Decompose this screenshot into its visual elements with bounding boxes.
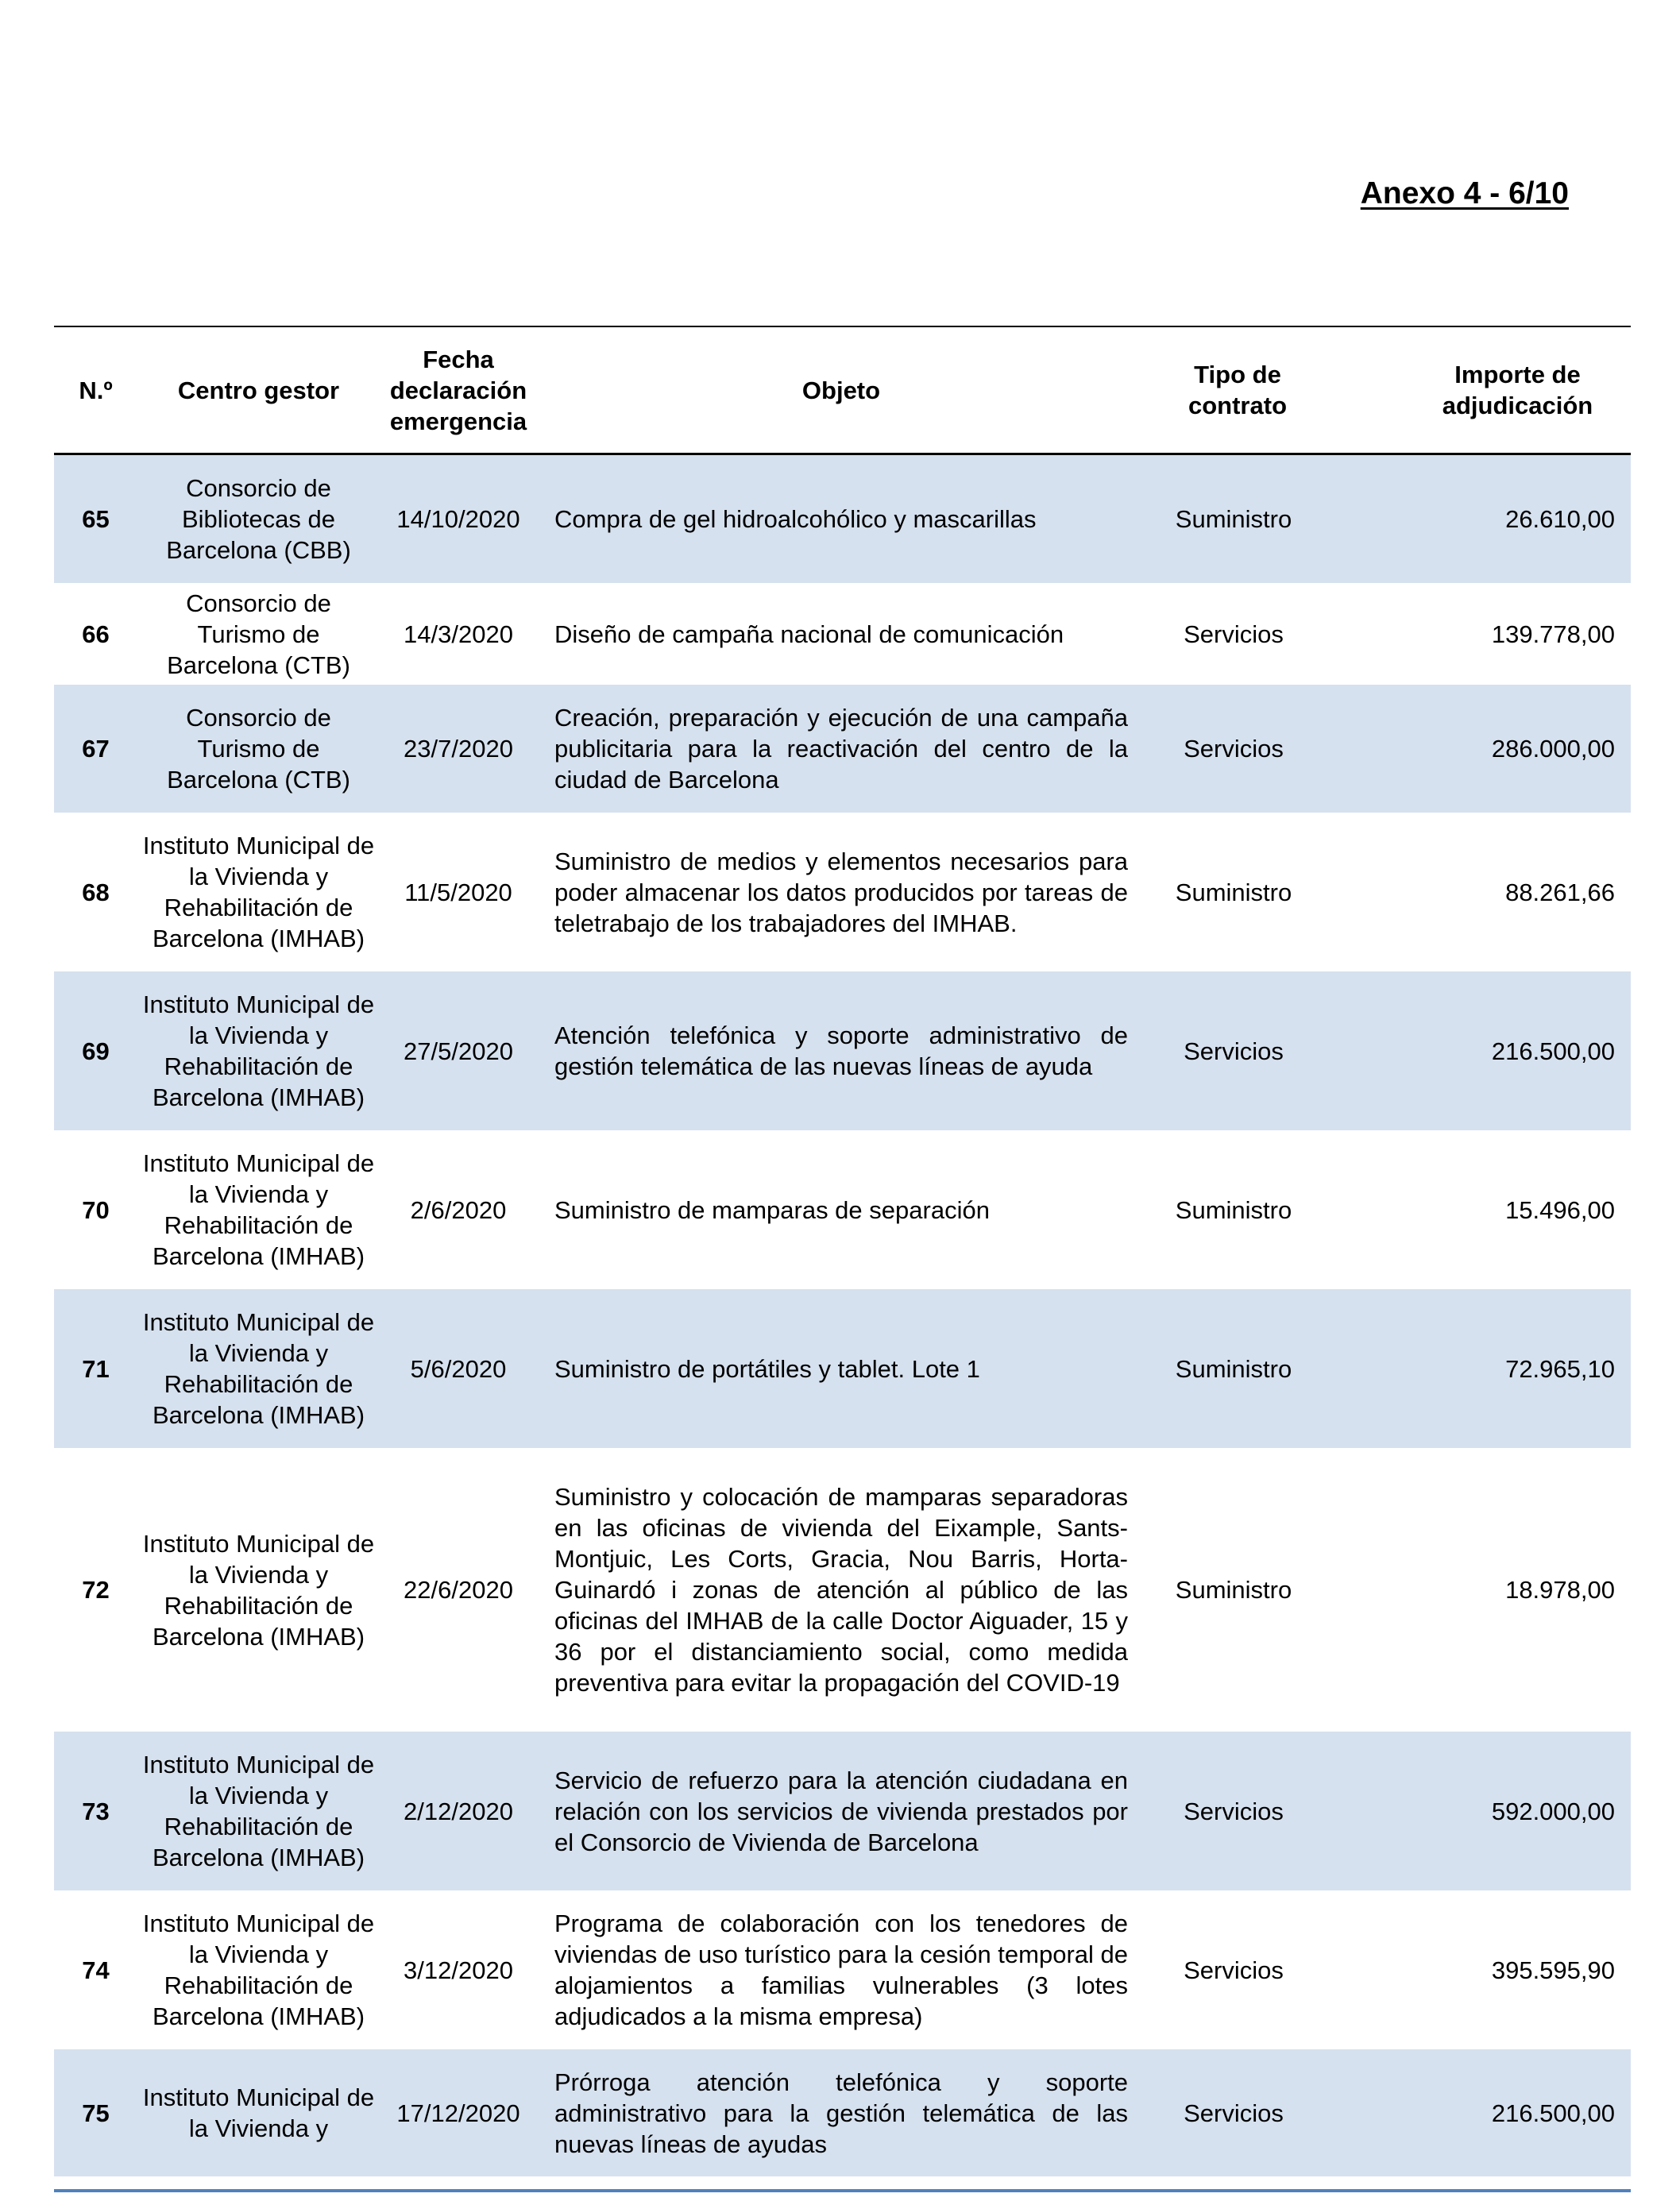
table-bottom-rule <box>54 2189 1631 2192</box>
table-row <box>54 685 1631 813</box>
cell-importe: 18.978,00 <box>1505 1576 1615 1604</box>
cell-fecha: 17/12/2020 <box>396 2099 520 2127</box>
header-num: N.º <box>79 376 113 404</box>
cell-objeto: Suministro de mamparas de separación <box>554 1195 990 1224</box>
cell-objeto: Programa de colaboración con los tenedores de viviendas de uso turístico para la cesión temporal de alojamientos a familias vulnerables (3 lotes adjudicados a la misma empresa) <box>554 1910 1129 2030</box>
cell-num: 67 <box>82 735 110 763</box>
cell-fecha: 14/10/2020 <box>396 505 520 533</box>
cell-centro: Instituto Municipal de la Vivienda y <box>142 2083 375 2142</box>
header-importe: Importe de adjudicación <box>1442 361 1593 419</box>
cell-objeto: Atención telefónica y soporte administrativo de gestión telemática de las nuevas líneas de ayuda <box>554 1021 1128 1080</box>
cell-objeto: Suministro y colocación de mamparas separadoras en las oficinas de vivienda del Eixample, Sants-Montjuic, Les Corts, Gracia, Nou Barris, Horta-Guinardó i zonas de atención al público de las oficinas del IMHAB de la calle Doctor Aiguader, 15 y 36 por el distanciamiento social, como medida preventiva para evitar la propagación del COVID-19 <box>554 1483 1128 1697</box>
table-row <box>54 1890 1631 2049</box>
cell-tipo: Suministro <box>1175 505 1292 533</box>
cell-objeto: Compra de gel hidroalcohólico y mascarillas <box>554 505 1037 533</box>
cell-tipo: Servicios <box>1184 735 1284 763</box>
cell-tipo: Suministro <box>1175 878 1292 906</box>
cell-centro: Instituto Municipal de la Vivienda y Rehabilitación de Barcelona (IMHAB) <box>142 832 375 952</box>
cell-centro: Consorcio de Bibliotecas de Barcelona (CBB) <box>166 474 351 564</box>
cell-tipo: Suministro <box>1175 1576 1292 1604</box>
cell-importe: 15.496,00 <box>1505 1195 1615 1224</box>
cell-centro: Instituto Municipal de la Vivienda y Rehabilitación de Barcelona (IMHAB) <box>142 1529 375 1651</box>
cell-centro: Instituto Municipal de la Vivienda y Rehabilitación de Barcelona (IMHAB) <box>142 1308 375 1429</box>
cell-centro: Instituto Municipal de la Vivienda y Rehabilitación de Barcelona (IMHAB) <box>142 1910 375 2030</box>
cell-importe: 286.000,00 <box>1491 735 1615 763</box>
annex-title: Anexo 4 - 6/10 <box>1360 176 1569 210</box>
cell-tipo: Servicios <box>1184 2099 1284 2127</box>
cell-objeto: Prórroga atención telefónica y soporte administrativo para la gestión telemática de las nuevas líneas de ayudas <box>554 2068 1128 2158</box>
cell-fecha: 3/12/2020 <box>404 1956 513 1984</box>
cell-num: 68 <box>82 878 110 906</box>
cell-objeto: Servicio de refuerzo para la atención ciudadana en relación con los servicios de vivienda prestados por el Consorcio de Vivienda de Barcelona <box>554 1766 1128 1856</box>
table-row <box>54 1289 1631 1448</box>
cell-num: 66 <box>82 620 110 648</box>
cell-importe: 592.000,00 <box>1491 1797 1615 1825</box>
cell-importe: 139.778,00 <box>1491 620 1615 648</box>
table-row <box>54 455 1631 583</box>
cell-fecha: 2/12/2020 <box>404 1797 513 1825</box>
cell-importe: 216.500,00 <box>1491 1037 1615 1065</box>
cell-num: 71 <box>82 1354 110 1383</box>
cell-fecha: 22/6/2020 <box>404 1576 513 1604</box>
table-row <box>54 583 1631 685</box>
cell-importe: 216.500,00 <box>1491 2099 1615 2127</box>
header-objeto: Objeto <box>801 376 881 404</box>
cell-centro: Instituto Municipal de la Vivienda y Rehabilitación de Barcelona (IMHAB) <box>142 1751 375 1871</box>
cell-tipo: Suministro <box>1175 1354 1292 1383</box>
cell-importe: 395.595,90 <box>1491 1956 1615 1984</box>
cell-num: 74 <box>82 1956 110 1984</box>
cell-fecha: 27/5/2020 <box>404 1037 513 1065</box>
cell-tipo: Servicios <box>1184 1956 1284 1984</box>
cell-num: 70 <box>82 1195 110 1224</box>
cell-objeto: Creación, preparación y ejecución de una campaña publicitaria para la reactivación del centro de la ciudad de Barcelona <box>554 704 1128 794</box>
cell-num: 65 <box>82 505 110 533</box>
cell-centro: Consorcio de Turismo de Barcelona (CTB) <box>167 704 350 794</box>
cell-fecha: 11/5/2020 <box>404 878 512 906</box>
cell-objeto: Diseño de campaña nacional de comunicación <box>554 620 1064 648</box>
cell-objeto: Suministro de medios y elementos necesarios para poder almacenar los datos producidos por tareas de teletrabajo de los trabajadores del IMHAB. <box>554 847 1128 937</box>
cell-centro: Instituto Municipal de la Vivienda y Rehabilitación de Barcelona (IMHAB) <box>142 991 375 1111</box>
header-fecha: Fecha declaración emergencia <box>389 345 527 435</box>
cell-importe: 26.610,00 <box>1505 505 1615 533</box>
cell-num: 72 <box>82 1576 110 1604</box>
cell-fecha: 23/7/2020 <box>404 735 513 763</box>
cell-fecha: 14/3/2020 <box>404 620 513 648</box>
cell-fecha: 2/6/2020 <box>410 1195 507 1224</box>
contracts-table <box>54 326 1631 2176</box>
cell-tipo: Suministro <box>1175 1195 1292 1224</box>
table-row <box>54 971 1631 1130</box>
cell-tipo: Servicios <box>1184 1797 1284 1825</box>
table-row <box>54 1448 1631 1732</box>
header-tipo: Tipo de contrato <box>1188 361 1287 419</box>
cell-objeto: Suministro de portátiles y tablet. Lote 1 <box>554 1354 980 1383</box>
table-row <box>54 813 1631 971</box>
cell-num: 69 <box>82 1037 110 1065</box>
cell-num: 75 <box>82 2099 110 2127</box>
table-row <box>54 2049 1631 2176</box>
cell-tipo: Servicios <box>1184 620 1284 648</box>
cell-importe: 88.261,66 <box>1505 878 1615 906</box>
cell-centro: Instituto Municipal de la Vivienda y Rehabilitación de Barcelona (IMHAB) <box>142 1149 375 1270</box>
table-row <box>54 1130 1631 1289</box>
cell-tipo: Servicios <box>1184 1037 1284 1065</box>
table-row <box>54 1732 1631 1890</box>
cell-fecha: 5/6/2020 <box>410 1354 507 1383</box>
header-centro: Centro gestor <box>177 376 340 404</box>
cell-num: 73 <box>82 1797 110 1825</box>
cell-centro: Consorcio de Turismo de Barcelona (CTB) <box>167 589 350 679</box>
cell-importe: 72.965,10 <box>1505 1354 1615 1383</box>
table-header <box>54 326 1631 455</box>
